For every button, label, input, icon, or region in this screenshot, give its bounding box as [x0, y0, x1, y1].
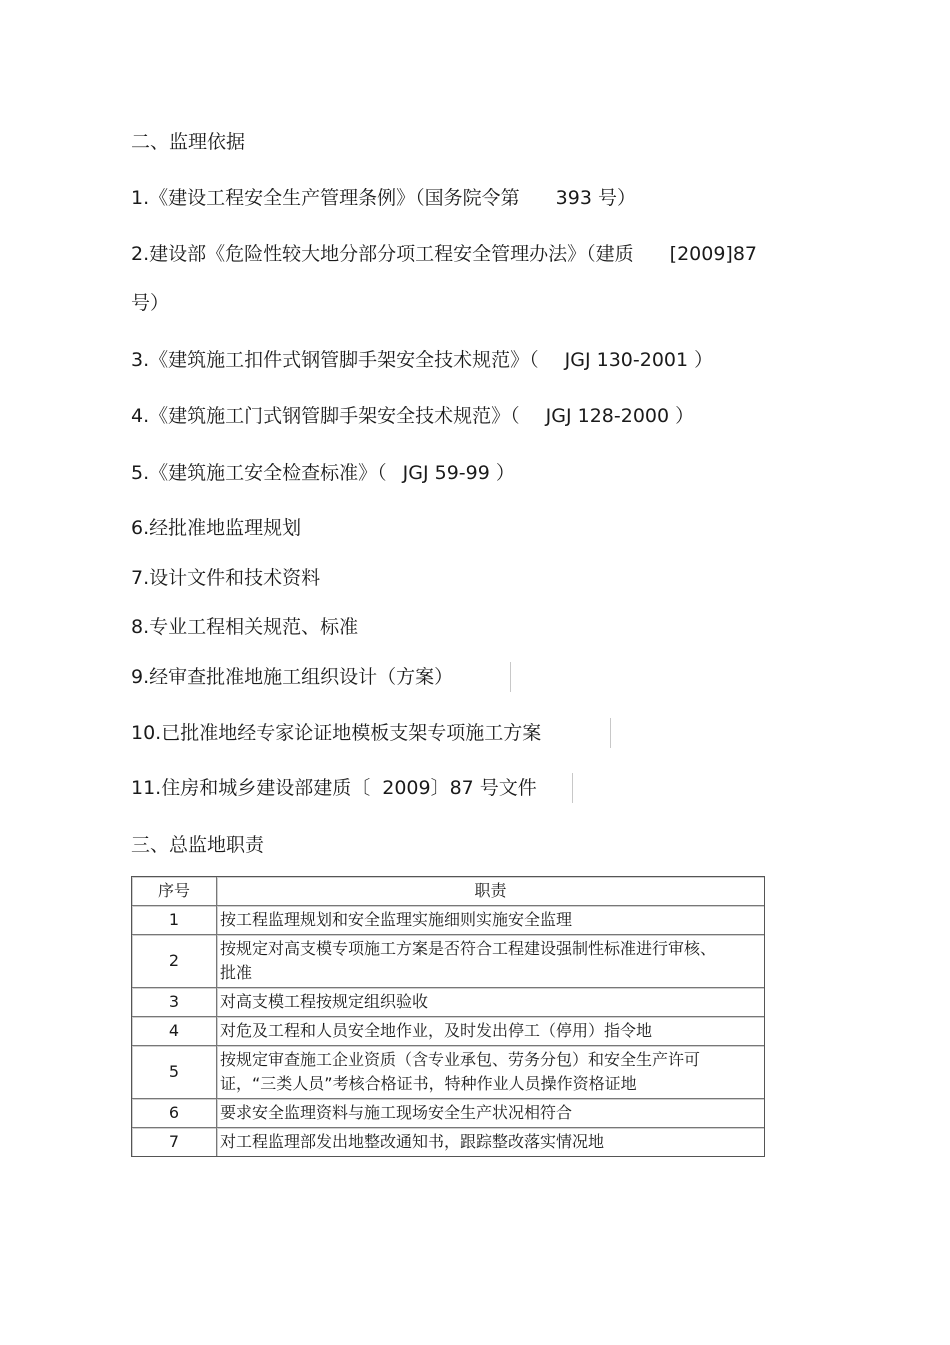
row-duty [217, 906, 764, 935]
row-no: 4 [132, 1017, 217, 1046]
item-number: 4. [131, 405, 150, 427]
basis-item-1 [131, 185, 636, 211]
table-row [132, 1128, 764, 1156]
item-number: 9. [131, 666, 150, 688]
text-cursor-bar [510, 662, 511, 692]
item-number: 1. [131, 187, 150, 209]
item-text: 建设部《危险性较大地分部分项工程安全管理办法》（建质 [149, 243, 634, 265]
duty-text: 按规定对高支模专项施工方案是否符合工程建设强制性标准进行审核、批准 [220, 939, 717, 982]
section-heading-basis: 二、监理依据 [131, 131, 246, 153]
item-text: 《建筑施工安全检查标准》（ [149, 462, 387, 484]
item-number: 6. [131, 517, 150, 539]
header-duty: 职责 [217, 877, 764, 906]
item-extra: JGJ 128-2000 ） [545, 405, 695, 427]
text-cursor-bar [610, 718, 611, 748]
item-text: 设计文件和技术资料 [149, 567, 321, 589]
basis-item-5 [131, 460, 515, 486]
basis-item-10 [131, 720, 541, 746]
item-text: 住房和城乡建设部建质〔 [161, 777, 371, 799]
basis-item-6 [131, 515, 301, 541]
row-duty [217, 1017, 764, 1046]
basis-item-8 [131, 614, 358, 640]
row-no: 1 [132, 906, 217, 935]
basis-item-11 [131, 775, 537, 801]
text-cursor-bar [572, 773, 573, 803]
basis-item-7 [131, 565, 320, 591]
item-extra: [2009]87 [669, 243, 758, 265]
item-number: 8. [131, 616, 150, 638]
table-header-row [132, 877, 764, 906]
item-text: 《建设工程安全生产管理条例》（国务院令第 [149, 187, 520, 209]
duty-text: 按工程监理规划和安全监理实施细则实施安全监理 [220, 910, 573, 929]
duty-text: 对高支模工程按规定组织验收 [220, 992, 429, 1011]
header-no: 序号 [132, 877, 217, 906]
duty-text: 对危及工程和人员安全地作业，及时发出停工（停用）指令地 [220, 1021, 653, 1040]
item-number: 2. [131, 243, 150, 265]
duties-table [131, 876, 765, 1157]
row-no: 3 [132, 988, 217, 1017]
item-number: 7. [131, 567, 150, 589]
item-text: 已批准地经专家论证地模板支架专项施工方案 [161, 722, 542, 744]
item-text: 《建筑施工门式钢管脚手架安全技术规范》（ [149, 405, 520, 427]
basis-item-9 [131, 664, 453, 690]
row-duty [217, 988, 764, 1017]
duty-text: 对工程监理部发出地整改通知书，跟踪整改落实情况地 [220, 1132, 605, 1151]
table-row [132, 935, 764, 988]
item-extra: JGJ 59-99 ） [402, 462, 515, 484]
basis-item-3 [131, 347, 713, 373]
item-number: 10. [131, 722, 162, 744]
item-text: 经审查批准地施工组织设计（方案） [149, 666, 454, 688]
basis-item-2 [131, 241, 757, 267]
item-number: 5. [131, 462, 150, 484]
row-duty [217, 1128, 764, 1156]
item-extra: 393 号） [555, 187, 636, 209]
item-text: 专业工程相关规范、标准 [149, 616, 359, 638]
row-duty [217, 1099, 764, 1128]
row-no: 6 [132, 1099, 217, 1128]
row-duty [217, 935, 764, 988]
table-row [132, 1046, 764, 1099]
section-heading-duties: 三、总监地职责 [131, 834, 265, 856]
row-no: 7 [132, 1128, 217, 1156]
duty-text: 要求安全监理资料与施工现场安全生产状况相符合 [220, 1103, 573, 1122]
row-no: 5 [132, 1046, 217, 1099]
item-text: 经批准地监理规划 [149, 517, 302, 539]
table-row [132, 1099, 764, 1128]
item-number: 3. [131, 349, 150, 371]
basis-item-4 [131, 403, 694, 429]
duty-text: 按规定审查施工企业资质（含专业承包、劳务分包）和安全生产许可证，“三类人员”考核合格证书，特种作业人员操作资格证地 [220, 1050, 701, 1093]
item-extra: 2009〕87 号文件 [382, 777, 537, 799]
table-row [132, 906, 764, 935]
item-extra: JGJ 130-2001 ） [564, 349, 714, 371]
row-no: 2 [132, 935, 217, 988]
basis-item-2-continuation: 号） [131, 292, 170, 314]
row-duty [217, 1046, 764, 1099]
table-row [132, 1017, 764, 1046]
table-row [132, 988, 764, 1017]
item-text: 《建筑施工扣件式钢管脚手架安全技术规范》（ [149, 349, 539, 371]
item-number: 11. [131, 777, 162, 799]
